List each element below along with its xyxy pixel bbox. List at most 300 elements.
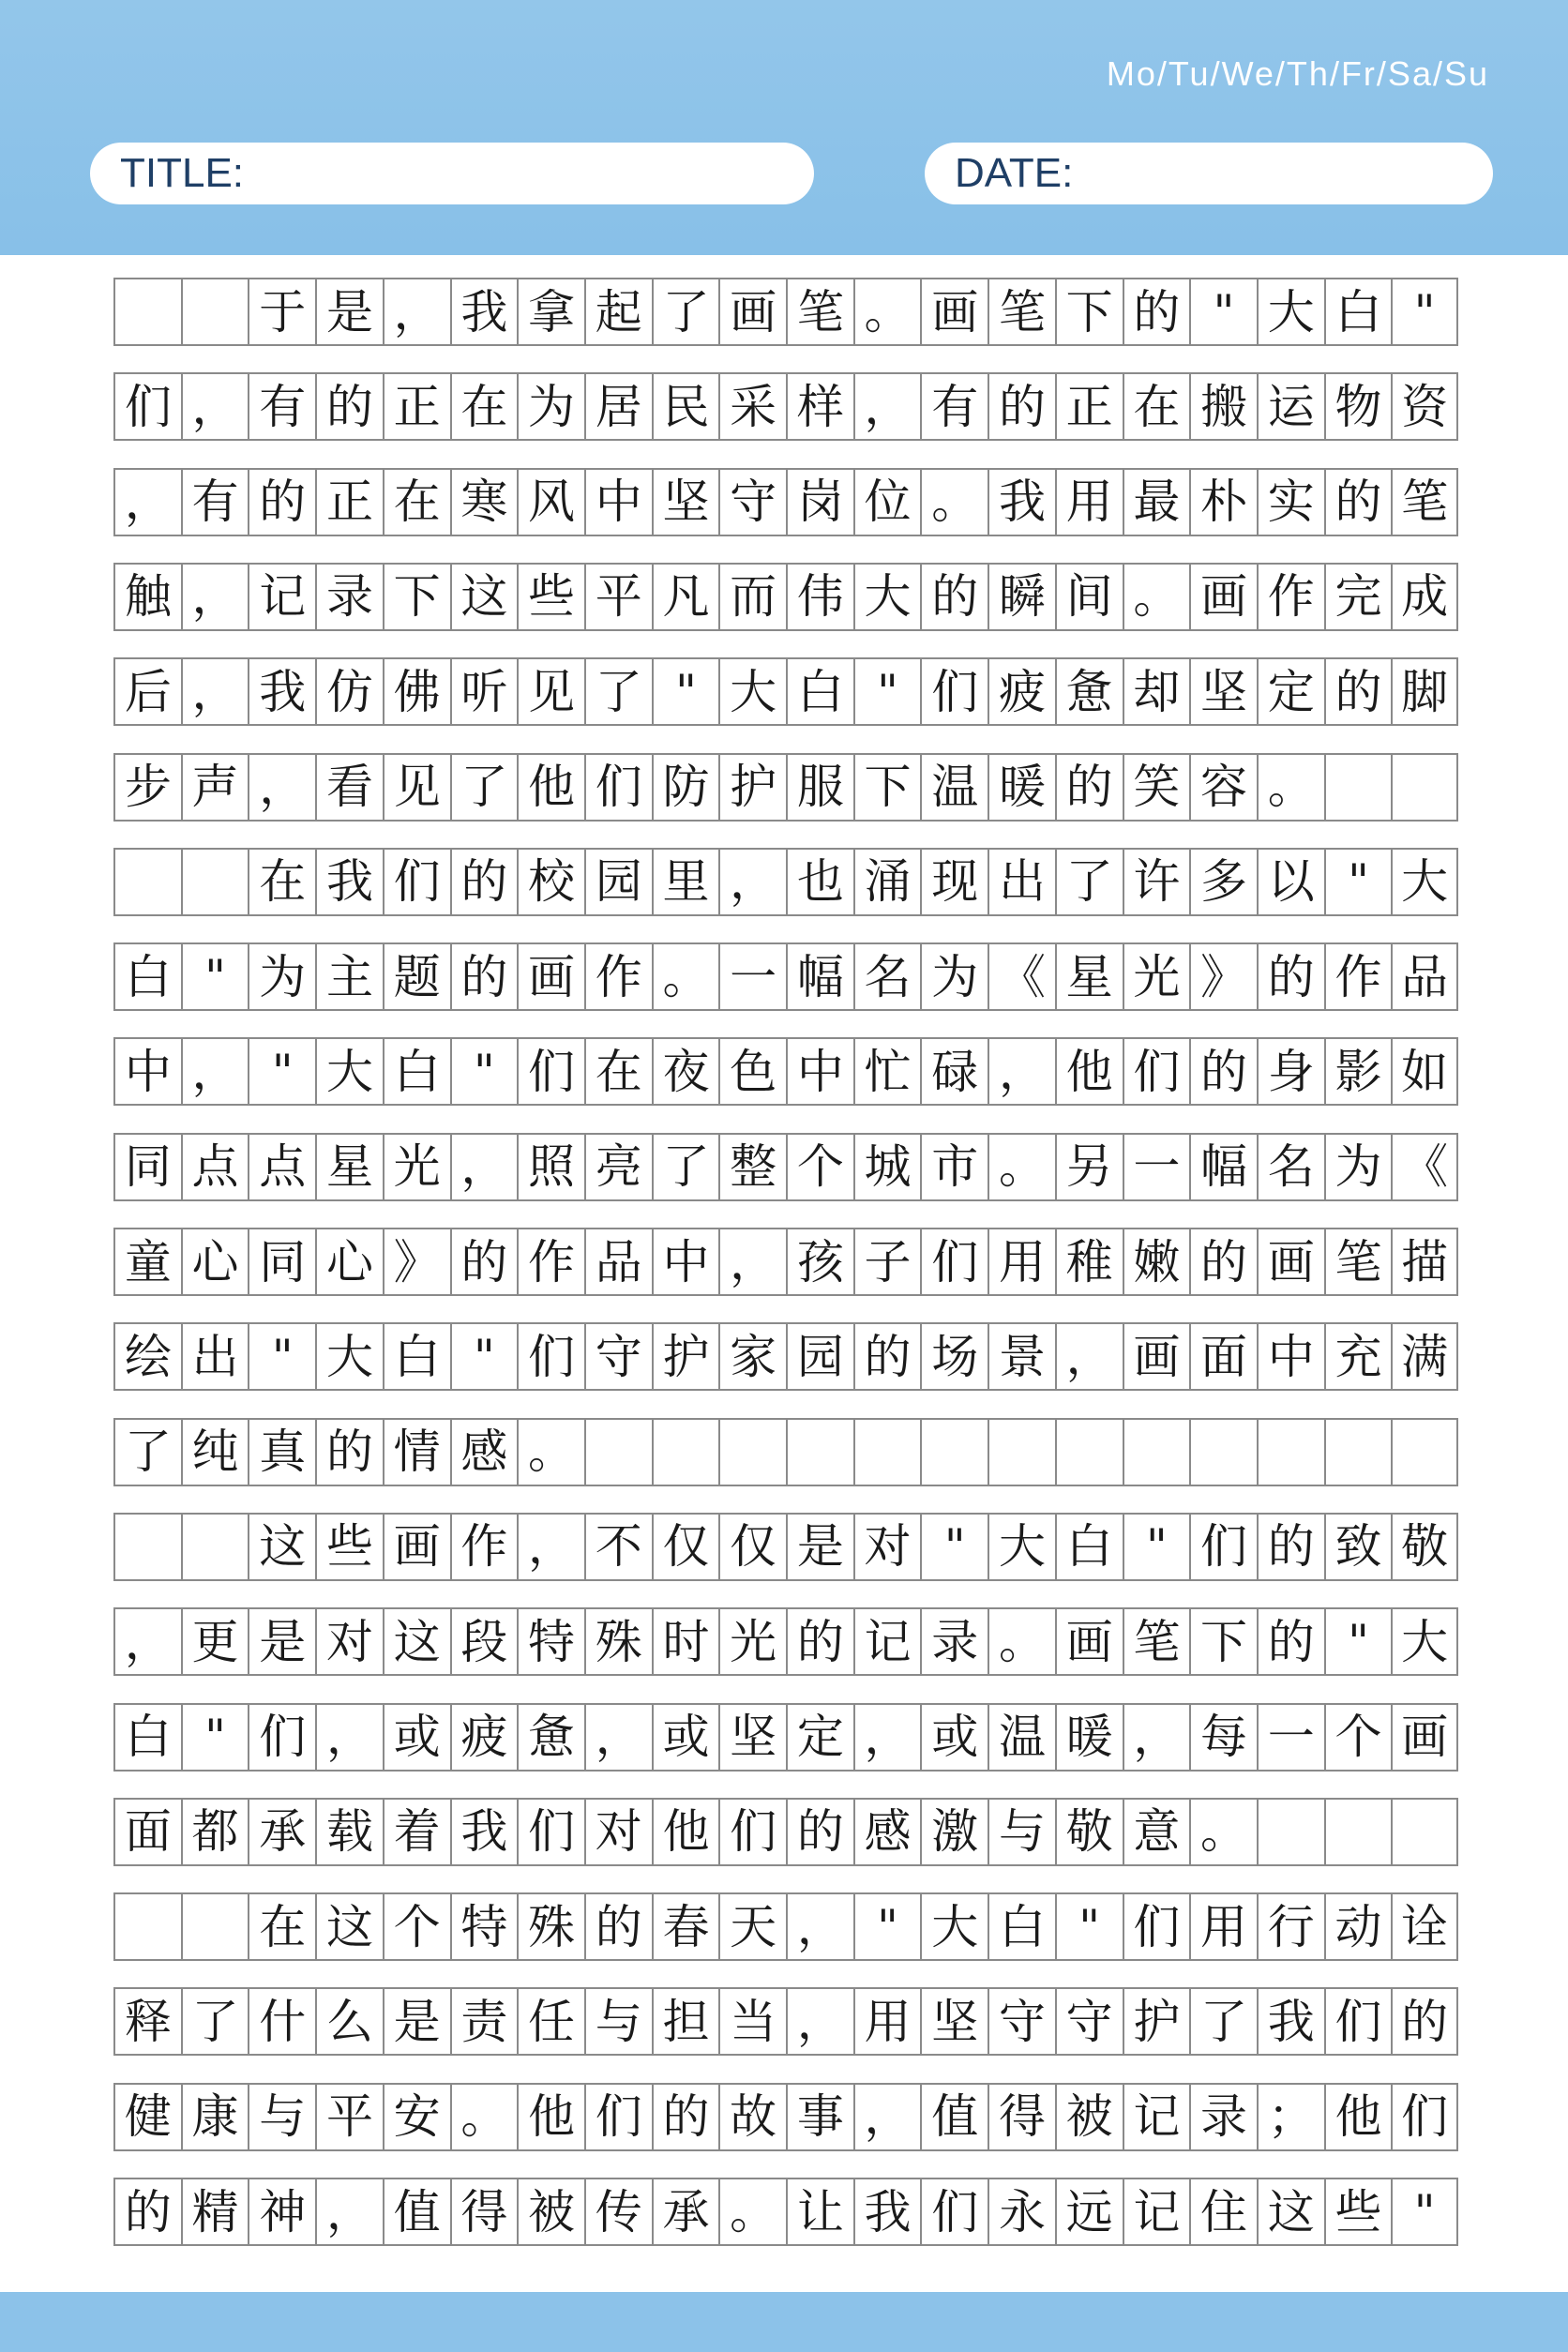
grid-cell: 触 — [113, 565, 181, 629]
grid-cell: 市 — [920, 1135, 988, 1199]
grid-cell: 的 — [652, 2085, 719, 2149]
grid-cell: ， — [584, 1705, 652, 1770]
grid-cell: ； — [1257, 2085, 1324, 2149]
grid-cell — [1391, 1800, 1458, 1864]
grid-cell: 子 — [853, 1229, 921, 1294]
grid-row — [113, 1228, 1458, 1296]
grid-cell: 守 — [1055, 1989, 1123, 2054]
grid-cell: 实 — [1257, 470, 1324, 535]
grid-cell: 品 — [584, 1229, 652, 1294]
grid-cell — [652, 1420, 719, 1485]
grid-cell: 完 — [1324, 565, 1392, 629]
grid-cell: ， — [853, 1705, 921, 1770]
grid-cell: 名 — [1257, 1135, 1324, 1199]
grid-cell: 坚 — [1189, 659, 1257, 724]
grid-cell: 对 — [584, 1800, 652, 1864]
grid-cell: 风 — [517, 470, 584, 535]
grid-cell: 个 — [383, 1894, 450, 1959]
grid-cell: 童 — [113, 1229, 181, 1294]
grid-cell: ， — [1123, 1705, 1190, 1770]
grid-cell: 笔 — [786, 279, 853, 344]
grid-cell — [1324, 755, 1392, 820]
grid-cell: 值 — [920, 2085, 988, 2149]
grid-cell: 值 — [383, 2179, 450, 2244]
grid-cell: 永 — [988, 2179, 1055, 2244]
grid-cell — [113, 279, 181, 344]
grid-cell: 声 — [181, 755, 249, 820]
grid-cell: 题 — [383, 944, 450, 1009]
grid-cell: 也 — [786, 850, 853, 914]
grid-row — [113, 753, 1458, 822]
grid-cell: 正 — [383, 374, 450, 439]
grid-cell: 特 — [517, 1609, 584, 1674]
grid-cell: ， — [1055, 1324, 1123, 1389]
grid-cell: 里 — [652, 850, 719, 914]
grid-cell: 而 — [718, 565, 786, 629]
title-field[interactable] — [90, 143, 814, 204]
grid-cell: 责 — [450, 1989, 518, 2054]
grid-cell: 如 — [1391, 1039, 1458, 1104]
grid-cell: 的 — [315, 374, 383, 439]
grid-cell: 在 — [383, 470, 450, 535]
grid-cell: 个 — [1324, 1705, 1392, 1770]
grid-cell: 对 — [853, 1515, 921, 1579]
grid-cell: " — [1324, 850, 1392, 914]
date-label: DATE: — [955, 150, 1074, 196]
grid-cell: 仅 — [652, 1515, 719, 1579]
grid-cell — [1324, 1800, 1392, 1864]
grid-cell: 中 — [584, 470, 652, 535]
grid-cell: 画 — [1391, 1705, 1458, 1770]
grid-cell: 作 — [1257, 565, 1324, 629]
grid-cell: 正 — [1055, 374, 1123, 439]
grid-cell: 的 — [1055, 755, 1123, 820]
grid-cell: 或 — [920, 1705, 988, 1770]
grid-cell: 校 — [517, 850, 584, 914]
grid-cell: 场 — [920, 1324, 988, 1389]
grid-cell: 时 — [652, 1609, 719, 1674]
grid-cell: 纯 — [181, 1420, 249, 1485]
grid-cell: 成 — [1391, 565, 1458, 629]
grid-cell: 中 — [652, 1229, 719, 1294]
grid-cell: 他 — [517, 2085, 584, 2149]
grid-cell: 不 — [584, 1515, 652, 1579]
grid-cell: 了 — [1055, 850, 1123, 914]
grid-cell: 安 — [383, 2085, 450, 2149]
grid-cell: 守 — [988, 1989, 1055, 2054]
grid-cell: 寒 — [450, 470, 518, 535]
footer-bar — [0, 2292, 1568, 2352]
grid-cell — [920, 1420, 988, 1485]
grid-cell: 他 — [1324, 2085, 1392, 2149]
grid-cell: 忙 — [853, 1039, 921, 1104]
grid-cell: " — [920, 1515, 988, 1579]
grid-cell: 仿 — [315, 659, 383, 724]
grid-cell: 大 — [988, 1515, 1055, 1579]
grid-cell: ， — [113, 1609, 181, 1674]
grid-cell: ， — [786, 1989, 853, 2054]
grid-cell — [786, 1420, 853, 1485]
grid-cell: 的 — [450, 944, 518, 1009]
grid-cell: " — [1391, 279, 1458, 344]
grid-cell: 与 — [584, 1989, 652, 2054]
grid-row — [113, 1418, 1458, 1486]
grid-cell: 样 — [786, 374, 853, 439]
grid-cell: 主 — [315, 944, 383, 1009]
grid-cell: ， — [181, 374, 249, 439]
grid-cell: 《 — [988, 944, 1055, 1009]
grid-cell: 笔 — [1391, 470, 1458, 535]
grid-cell: 的 — [1189, 1039, 1257, 1104]
grid-cell: 出 — [181, 1324, 249, 1389]
grid-cell: 意 — [1123, 1800, 1190, 1864]
grid-cell: 们 — [1391, 2085, 1458, 2149]
grid-cell: 惫 — [1055, 659, 1123, 724]
grid-cell: 正 — [315, 470, 383, 535]
grid-cell: 在 — [248, 1894, 315, 1959]
grid-cell: 或 — [383, 1705, 450, 1770]
grid-cell: 笔 — [1324, 1229, 1392, 1294]
grid-cell: 载 — [315, 1800, 383, 1864]
grid-cell — [181, 279, 249, 344]
grid-row — [113, 1703, 1458, 1772]
grid-cell: 记 — [1123, 2179, 1190, 2244]
grid-cell: 。 — [450, 2085, 518, 2149]
grid-cell: 大 — [718, 659, 786, 724]
grid-cell: 搬 — [1189, 374, 1257, 439]
grid-cell: 白 — [1055, 1515, 1123, 1579]
grid-cell: 们 — [920, 659, 988, 724]
grid-cell: 。 — [988, 1135, 1055, 1199]
grid-cell: 下 — [853, 755, 921, 820]
grid-row — [113, 1037, 1458, 1106]
grid-cell: 用 — [988, 1229, 1055, 1294]
grid-cell: 事 — [786, 2085, 853, 2149]
grid-cell: 名 — [853, 944, 921, 1009]
grid-row — [113, 372, 1458, 441]
grid-cell — [1257, 1800, 1324, 1864]
grid-row — [113, 848, 1458, 916]
grid-cell: " — [1391, 2179, 1458, 2244]
grid-cell: ， — [718, 850, 786, 914]
grid-cell: 白 — [988, 1894, 1055, 1959]
grid-cell: 的 — [450, 1229, 518, 1294]
grid-cell: 暖 — [988, 755, 1055, 820]
grid-cell: " — [181, 1705, 249, 1770]
grid-cell: 城 — [853, 1135, 921, 1199]
grid-cell: 坚 — [920, 1989, 988, 2054]
grid-cell: 服 — [786, 755, 853, 820]
grid-row — [113, 1607, 1458, 1676]
grid-cell: 坚 — [652, 470, 719, 535]
grid-cell: 景 — [988, 1324, 1055, 1389]
grid-cell: 的 — [1324, 659, 1392, 724]
grid-cell: 。 — [718, 2179, 786, 2244]
grid-cell: 资 — [1391, 374, 1458, 439]
grid-cell: 动 — [1324, 1894, 1392, 1959]
grid-cell: 运 — [1257, 374, 1324, 439]
grid-cell: 们 — [113, 374, 181, 439]
grid-cell: 作 — [450, 1515, 518, 1579]
grid-cell: 大 — [315, 1324, 383, 1389]
grid-cell: " — [853, 1894, 921, 1959]
grid-cell: 的 — [1257, 1515, 1324, 1579]
grid-cell: 精 — [181, 2179, 249, 2244]
grid-cell: 有 — [920, 374, 988, 439]
grid-cell: 却 — [1123, 659, 1190, 724]
grid-cell: 的 — [988, 374, 1055, 439]
grid-cell: 亮 — [584, 1135, 652, 1199]
grid-cell: 感 — [450, 1420, 518, 1485]
grid-cell: 的 — [113, 2179, 181, 2244]
grid-cell: 敬 — [1055, 1800, 1123, 1864]
grid-cell: 或 — [652, 1705, 719, 1770]
grid-cell: 我 — [315, 850, 383, 914]
grid-cell: 描 — [1391, 1229, 1458, 1294]
grid-cell: 么 — [315, 1989, 383, 2054]
grid-cell: 满 — [1391, 1324, 1458, 1389]
grid-cell: 为 — [1324, 1135, 1392, 1199]
grid-cell: 被 — [517, 2179, 584, 2244]
grid-cell: 当 — [718, 1989, 786, 2054]
grid-cell: 幅 — [1189, 1135, 1257, 1199]
grid-cell: 平 — [584, 565, 652, 629]
grid-cell: 笑 — [1123, 755, 1190, 820]
grid-cell: 故 — [718, 2085, 786, 2149]
grid-cell: 致 — [1324, 1515, 1392, 1579]
grid-cell: 画 — [1123, 1324, 1190, 1389]
grid-cell: 朴 — [1189, 470, 1257, 535]
grid-cell: 们 — [920, 1229, 988, 1294]
grid-cell: 画 — [1257, 1229, 1324, 1294]
grid-cell: " — [450, 1039, 518, 1104]
grid-row — [113, 1133, 1458, 1201]
grid-cell: 嫩 — [1123, 1229, 1190, 1294]
grid-cell: 画 — [718, 279, 786, 344]
grid-cell: 情 — [383, 1420, 450, 1485]
grid-cell: 中 — [113, 1039, 181, 1104]
grid-cell — [1055, 1420, 1123, 1485]
grid-cell: 星 — [1055, 944, 1123, 1009]
grid-cell: 作 — [517, 1229, 584, 1294]
grid-row — [113, 2083, 1458, 2151]
grid-cell: 一 — [1123, 1135, 1190, 1199]
grid-cell: 见 — [383, 755, 450, 820]
grid-cell: 承 — [248, 1800, 315, 1864]
grid-cell: 春 — [652, 1894, 719, 1959]
grid-cell: 以 — [1257, 850, 1324, 914]
grid-row — [113, 1513, 1458, 1581]
grid-cell: 容 — [1189, 755, 1257, 820]
grid-cell: 的 — [853, 1324, 921, 1389]
grid-cell: 是 — [315, 279, 383, 344]
grid-cell: 星 — [315, 1135, 383, 1199]
grid-cell: " — [1123, 1515, 1190, 1579]
grid-cell: 我 — [1257, 1989, 1324, 2054]
header-banner — [0, 0, 1568, 255]
grid-cell: 用 — [853, 1989, 921, 2054]
grid-cell: 画 — [1189, 565, 1257, 629]
grid-row — [113, 563, 1458, 631]
grid-cell: ， — [853, 2085, 921, 2149]
grid-row — [113, 1798, 1458, 1866]
grid-cell: 园 — [786, 1324, 853, 1389]
grid-cell: 影 — [1324, 1039, 1392, 1104]
grid-cell: 色 — [718, 1039, 786, 1104]
grid-cell: 们 — [1123, 1039, 1190, 1104]
grid-cell: 整 — [718, 1135, 786, 1199]
grid-cell: 白 — [383, 1039, 450, 1104]
grid-cell: 定 — [786, 1705, 853, 1770]
grid-cell: 大 — [920, 1894, 988, 1959]
grid-cell: 面 — [1189, 1324, 1257, 1389]
weekday-selector[interactable]: Mo/Tu/We/Th/Fr/Sa/Su — [1106, 54, 1489, 93]
grid-cell: 画 — [517, 944, 584, 1009]
grid-cell: 听 — [450, 659, 518, 724]
grid-cell: 每 — [1189, 1705, 1257, 1770]
grid-cell: 神 — [248, 2179, 315, 2244]
grid-cell: 他 — [517, 755, 584, 820]
grid-cell: 的 — [1257, 944, 1324, 1009]
grid-cell: 行 — [1257, 1894, 1324, 1959]
grid-cell — [181, 850, 249, 914]
grid-cell: 的 — [786, 1609, 853, 1674]
grid-cell: 仅 — [718, 1515, 786, 1579]
grid-cell: 是 — [248, 1609, 315, 1674]
grid-cell: 们 — [1189, 1515, 1257, 1579]
grid-cell: ， — [315, 2179, 383, 2244]
grid-cell — [181, 1894, 249, 1959]
grid-cell: 的 — [1391, 1989, 1458, 2054]
title-label: TITLE: — [120, 150, 245, 196]
grid-cell: 画 — [1055, 1609, 1123, 1674]
grid-cell: 的 — [248, 470, 315, 535]
grid-cell: 担 — [652, 1989, 719, 2054]
grid-cell: 的 — [1123, 279, 1190, 344]
grid-cell: 殊 — [584, 1609, 652, 1674]
grid-cell: 殊 — [517, 1894, 584, 1959]
grid-cell: 都 — [181, 1800, 249, 1864]
grid-cell: 是 — [786, 1515, 853, 1579]
grid-cell: ， — [988, 1039, 1055, 1104]
grid-cell: 园 — [584, 850, 652, 914]
grid-cell: ， — [450, 1135, 518, 1199]
grid-cell: 了 — [652, 279, 719, 344]
grid-cell: 同 — [113, 1135, 181, 1199]
grid-cell — [1123, 1420, 1190, 1485]
grid-cell: 们 — [1123, 1894, 1190, 1959]
grid-cell: 稚 — [1055, 1229, 1123, 1294]
grid-cell: 后 — [113, 659, 181, 724]
grid-cell: 敬 — [1391, 1515, 1458, 1579]
grid-cell: 照 — [517, 1135, 584, 1199]
grid-row — [113, 657, 1458, 726]
grid-cell: 为 — [248, 944, 315, 1009]
grid-cell: 步 — [113, 755, 181, 820]
grid-cell: 健 — [113, 2085, 181, 2149]
grid-cell: ， — [113, 470, 181, 535]
grid-cell: 看 — [315, 755, 383, 820]
grid-cell: " — [181, 944, 249, 1009]
grid-cell: 点 — [248, 1135, 315, 1199]
grid-cell: 白 — [383, 1324, 450, 1389]
grid-cell: " — [248, 1324, 315, 1389]
grid-cell — [584, 1420, 652, 1485]
grid-cell: 护 — [652, 1324, 719, 1389]
grid-cell: 被 — [1055, 2085, 1123, 2149]
grid-cell: 。 — [1189, 1800, 1257, 1864]
grid-cell: 的 — [584, 1894, 652, 1959]
grid-cell: 住 — [1189, 2179, 1257, 2244]
grid-cell: 光 — [1123, 944, 1190, 1009]
grid-cell: ， — [181, 1039, 249, 1104]
grid-cell: 作 — [1324, 944, 1392, 1009]
grid-cell: 凡 — [652, 565, 719, 629]
grid-cell: 《 — [1391, 1135, 1458, 1199]
grid-cell — [113, 850, 181, 914]
grid-cell: 传 — [584, 2179, 652, 2244]
grid-cell: 们 — [718, 1800, 786, 1864]
grid-cell: 是 — [383, 1989, 450, 2054]
grid-cell: 了 — [113, 1420, 181, 1485]
grid-cell: 记 — [248, 565, 315, 629]
grid-cell: 们 — [517, 1039, 584, 1104]
grid-cell — [988, 1420, 1055, 1485]
grid-cell: 夜 — [652, 1039, 719, 1104]
grid-cell: 段 — [450, 1609, 518, 1674]
grid-cell: 录 — [920, 1609, 988, 1674]
grid-cell: 于 — [248, 279, 315, 344]
grid-cell: 白 — [786, 659, 853, 724]
grid-cell: 为 — [920, 944, 988, 1009]
grid-cell: 守 — [718, 470, 786, 535]
grid-cell: 疲 — [450, 1705, 518, 1770]
grid-cell — [1391, 1420, 1458, 1485]
grid-cell: 采 — [718, 374, 786, 439]
grid-cell: 疲 — [988, 659, 1055, 724]
writing-grid — [113, 278, 1458, 2271]
grid-cell: 护 — [1123, 1989, 1190, 2054]
grid-cell: 的 — [1257, 1609, 1324, 1674]
grid-cell: 感 — [853, 1800, 921, 1864]
grid-cell: ， — [517, 1515, 584, 1579]
grid-cell: 品 — [1391, 944, 1458, 1009]
grid-cell: 录 — [1189, 2085, 1257, 2149]
grid-cell: 温 — [920, 755, 988, 820]
grid-cell: 诠 — [1391, 1894, 1458, 1959]
grid-cell: 一 — [1257, 1705, 1324, 1770]
grid-cell: 记 — [853, 1609, 921, 1674]
grid-cell: 现 — [920, 850, 988, 914]
grid-cell: 身 — [1257, 1039, 1324, 1104]
grid-cell: 承 — [652, 2179, 719, 2244]
grid-cell — [718, 1420, 786, 1485]
grid-cell: 多 — [1189, 850, 1257, 914]
date-field[interactable] — [925, 143, 1493, 204]
grid-cell: 我 — [450, 279, 518, 344]
grid-cell: 画 — [383, 1515, 450, 1579]
grid-cell: 面 — [113, 1800, 181, 1864]
grid-cell: 一 — [718, 944, 786, 1009]
grid-cell: 在 — [1123, 374, 1190, 439]
grid-cell: 。 — [517, 1420, 584, 1485]
grid-cell: 伟 — [786, 565, 853, 629]
grid-cell: 我 — [248, 659, 315, 724]
grid-cell: 我 — [988, 470, 1055, 535]
grid-cell: ， — [718, 1229, 786, 1294]
grid-cell: 得 — [988, 2085, 1055, 2149]
grid-cell: 。 — [1257, 755, 1324, 820]
